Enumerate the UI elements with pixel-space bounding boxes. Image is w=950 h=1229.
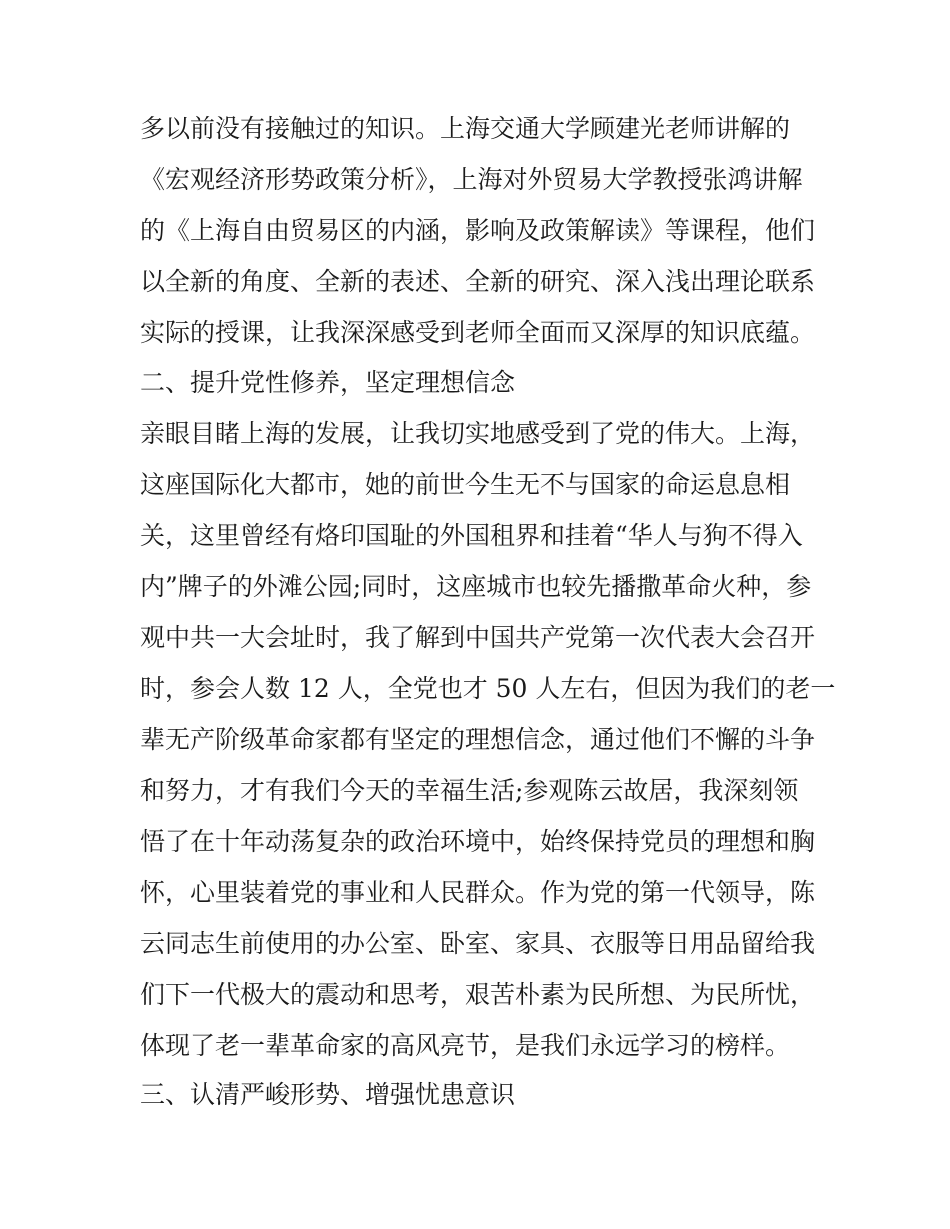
- paragraph-line: 和努力，才有我们今天的幸福生活;参观陈云故居，我深刻领: [140, 776, 799, 805]
- paragraph-line: 亲眼目睹上海的发展，让我切实地感受到了党的伟大。上海，: [140, 419, 816, 448]
- paragraph-line: 时，参会人数 12 人，全党也才 50 人左右，但因为我们的老一: [140, 674, 836, 703]
- paragraph-line: 以全新的角度、全新的表述、全新的研究、深入浅出理论联系: [140, 267, 816, 296]
- paragraph-line: 《宏观经济形势政策分析》，上海对外贸易大学教授张鸿讲解: [140, 165, 803, 194]
- paragraph-line: 辈无产阶级革命家都有坚定的理想信念，通过他们不懈的斗争: [140, 725, 816, 754]
- paragraph-line: 实际的授课，让我深深感受到老师全面而又深厚的知识底蕴。: [140, 318, 816, 347]
- paragraph-line: 内”牌子的外滩公园;同时，这座城市也较先播撒革命火种，参: [140, 572, 812, 601]
- paragraph-line: 体现了老一辈革命家的高风亮节，是我们永远学习的榜样。: [140, 1031, 791, 1060]
- paragraph-line: 怀，心里装着党的事业和人民群众。作为党的第一代领导，陈: [140, 878, 816, 907]
- paragraph-line: 关，这里曾经有烙印国耻的外国租界和挂着“华人与狗不得入: [140, 521, 803, 550]
- paragraph-line: 这座国际化大都市，她的前世今生无不与国家的命运息息相: [140, 470, 791, 499]
- paragraph-line: 云同志生前使用的办公室、卧室、家具、衣服等日用品留给我: [140, 929, 816, 958]
- paragraph-line: 多以前没有接触过的知识。上海交通大学顾建光老师讲解的: [140, 114, 791, 143]
- paragraph-line: 观中共一大会址时，我了解到中国共产党第一次代表大会召开: [140, 623, 816, 652]
- section-heading: 三、认清严峻形势、增强忧患意识: [140, 1080, 516, 1109]
- paragraph-line: 悟了在十年动荡复杂的政治环境中，始终保持党员的理想和胸: [140, 827, 816, 856]
- section-heading: 二、提升党性修养，坚定理想信念: [140, 368, 516, 397]
- paragraph-line: 们下一代极大的震动和思考，艰苦朴素为民所想、为民所忧，: [140, 980, 816, 1009]
- paragraph-line: 的《上海自由贸易区的内涵，影响及政策解读》等课程，他们: [140, 216, 816, 245]
